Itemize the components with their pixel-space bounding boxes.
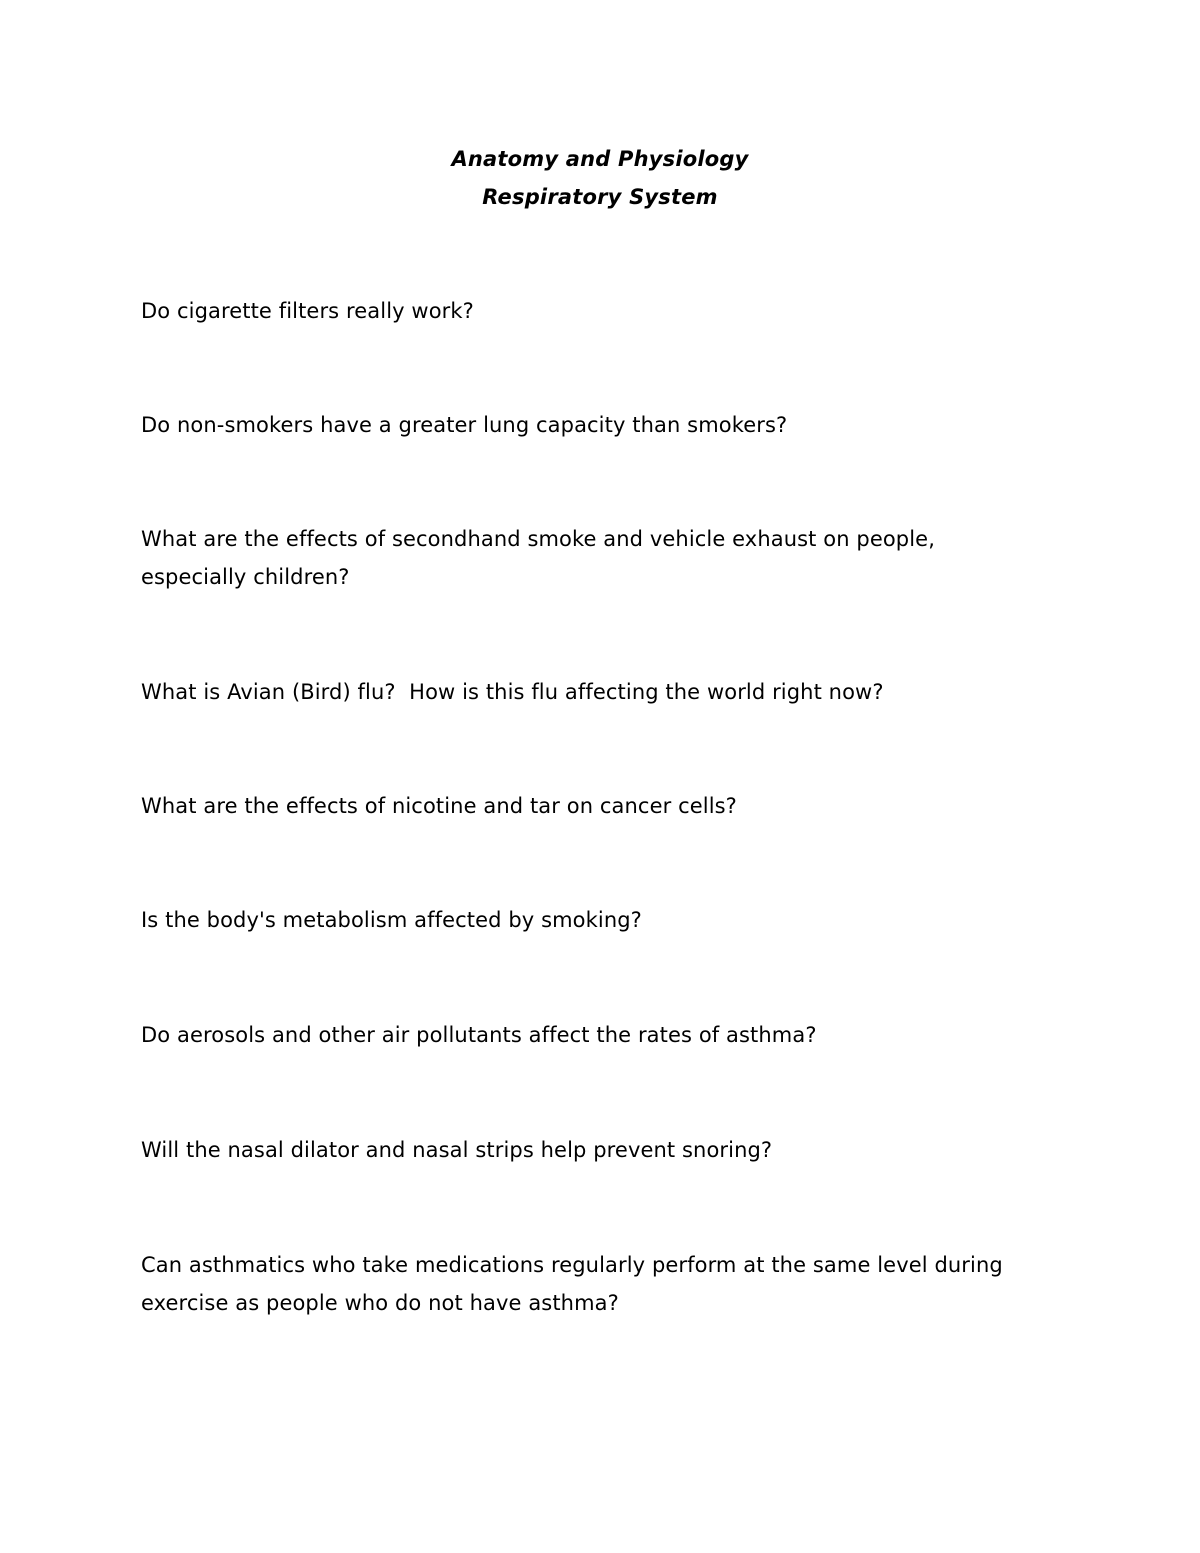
question-item: What is Avian (Bird) flu? How is this flu affecting the world right now? [141,680,884,704]
title-block [0,140,1200,216]
document-subtitle: Respiratory System [482,185,718,209]
question-item: What are the effects of nicotine and tar on cancer cells? [141,794,737,818]
question-item: What are the effects of secondhand smoke and vehicle exhaust on people, especially children? [141,527,935,589]
question-item: Do non-smokers have a greater lung capacity than smokers? [141,413,788,437]
question-item: Do aerosols and other air pollutants affect the rates of asthma? [141,1023,817,1047]
question-item: Is the body's metabolism affected by smoking? [141,908,642,932]
document-title: Anatomy and Physiology [451,147,749,171]
question-item: Will the nasal dilator and nasal strips help prevent snoring? [141,1138,773,1162]
question-item: Can asthmatics who take medications regularly perform at the same level during exercise as people who do not have asthma? [141,1253,1003,1315]
question-item: Do cigarette filters really work? [141,299,474,323]
